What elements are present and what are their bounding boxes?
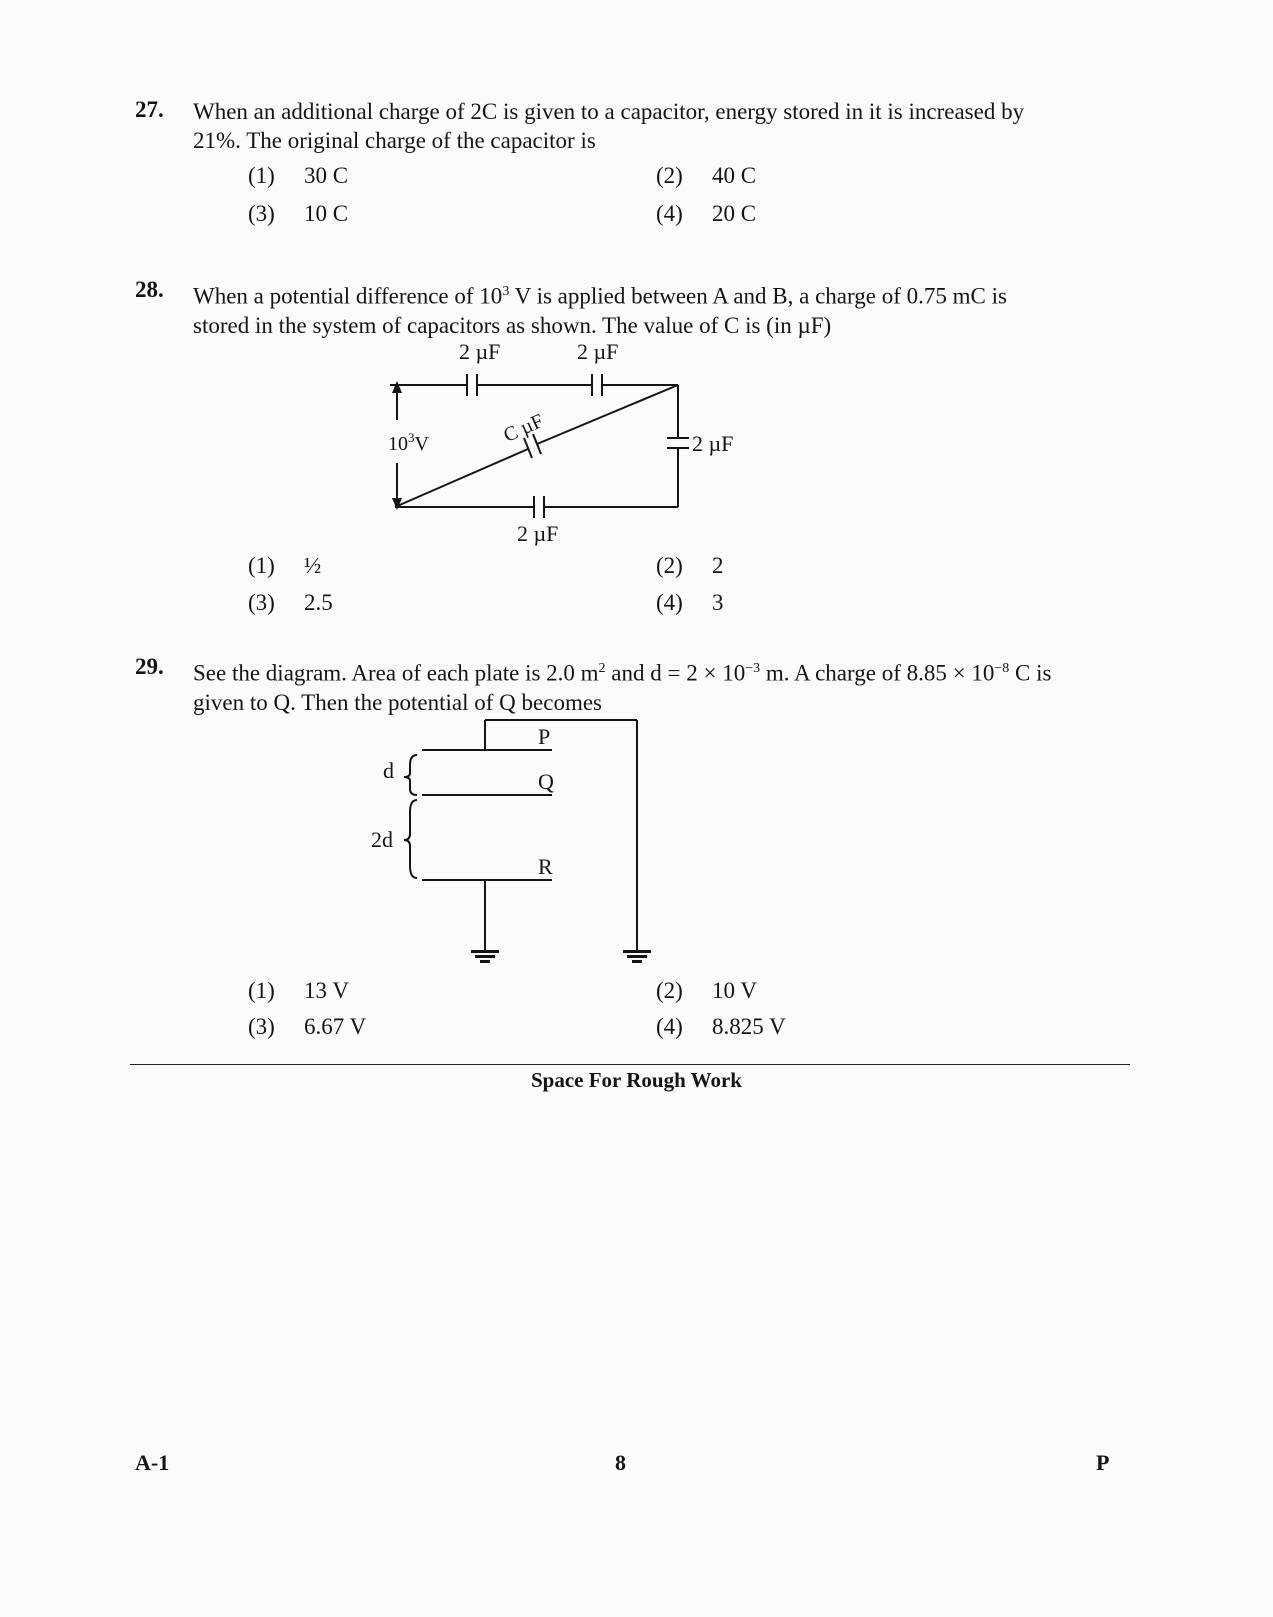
voltage-label: $10^3V$ [388,430,429,455]
plate-r-label: R [538,854,553,879]
q27-option-3: (3) 10 C [248,201,349,226]
question-text-line: When an additional charge of 2C is given to a capacitor, energy stored in it is increased by [193,99,1025,124]
q28-option-4: (4) 3 [656,590,724,615]
question-number: 27. [135,97,164,122]
cap-diagonal-label: C µF [500,409,547,447]
cap-top-right-label: 2 µF [577,339,619,364]
cap-bottom-label: 2 µF [517,521,559,546]
q29-option-4: (4) 8.825 V [656,1014,786,1039]
question-text-line: See the diagram. Area of each plate is 2.0 $m^2$ and $d = 2 \times 10^{-3}$ m. A charge of $8.85 \times 10^{-8}$ C is [193,660,1052,686]
q27-option-2: (2) 40 C [656,163,757,188]
question-number: 28. [135,277,164,302]
plate-p-label: P [538,724,551,749]
question-text-line: given to Q. Then the potential of Q becomes [193,689,603,715]
footer-left: A-1 [135,1450,170,1475]
page-number: 8 [615,1450,626,1475]
q29-option-3: (3) 6.67 V [248,1014,367,1039]
footer-right: P [1096,1450,1110,1475]
q28-option-2: (2) 2 [656,553,724,578]
q27-option-1: (1) 30 C [248,163,349,188]
question-text-line: When a potential difference of $10^3$ V is applied between A and B, a charge of 0.75 mC is [193,283,1007,309]
cap-top-left-label: 2 µF [459,339,501,364]
divider [130,1064,1130,1065]
question-text-line: stored in the system of capacitors as shown. The value of C is (in µF) [193,312,832,338]
gap-2d-label: 2d [371,827,393,852]
question-number: 29. [135,654,164,679]
q27-option-4: (4) 20 C [656,201,757,226]
plate-q-label: Q [538,769,554,794]
cap-right-label: 2 µF [692,431,734,456]
rough-work-heading: Space For Rough Work [530,1068,742,1092]
q29-option-2: (2) 10 V [656,978,757,1003]
q28-option-1: (1) ½ [248,553,322,578]
q29-option-1: (1) 13 V [248,978,349,1003]
q28-option-3: (3) 2.5 [248,590,333,615]
gap-d-label: d [383,758,394,783]
question-text-line: 21%. The original charge of the capacitor is [193,128,596,153]
